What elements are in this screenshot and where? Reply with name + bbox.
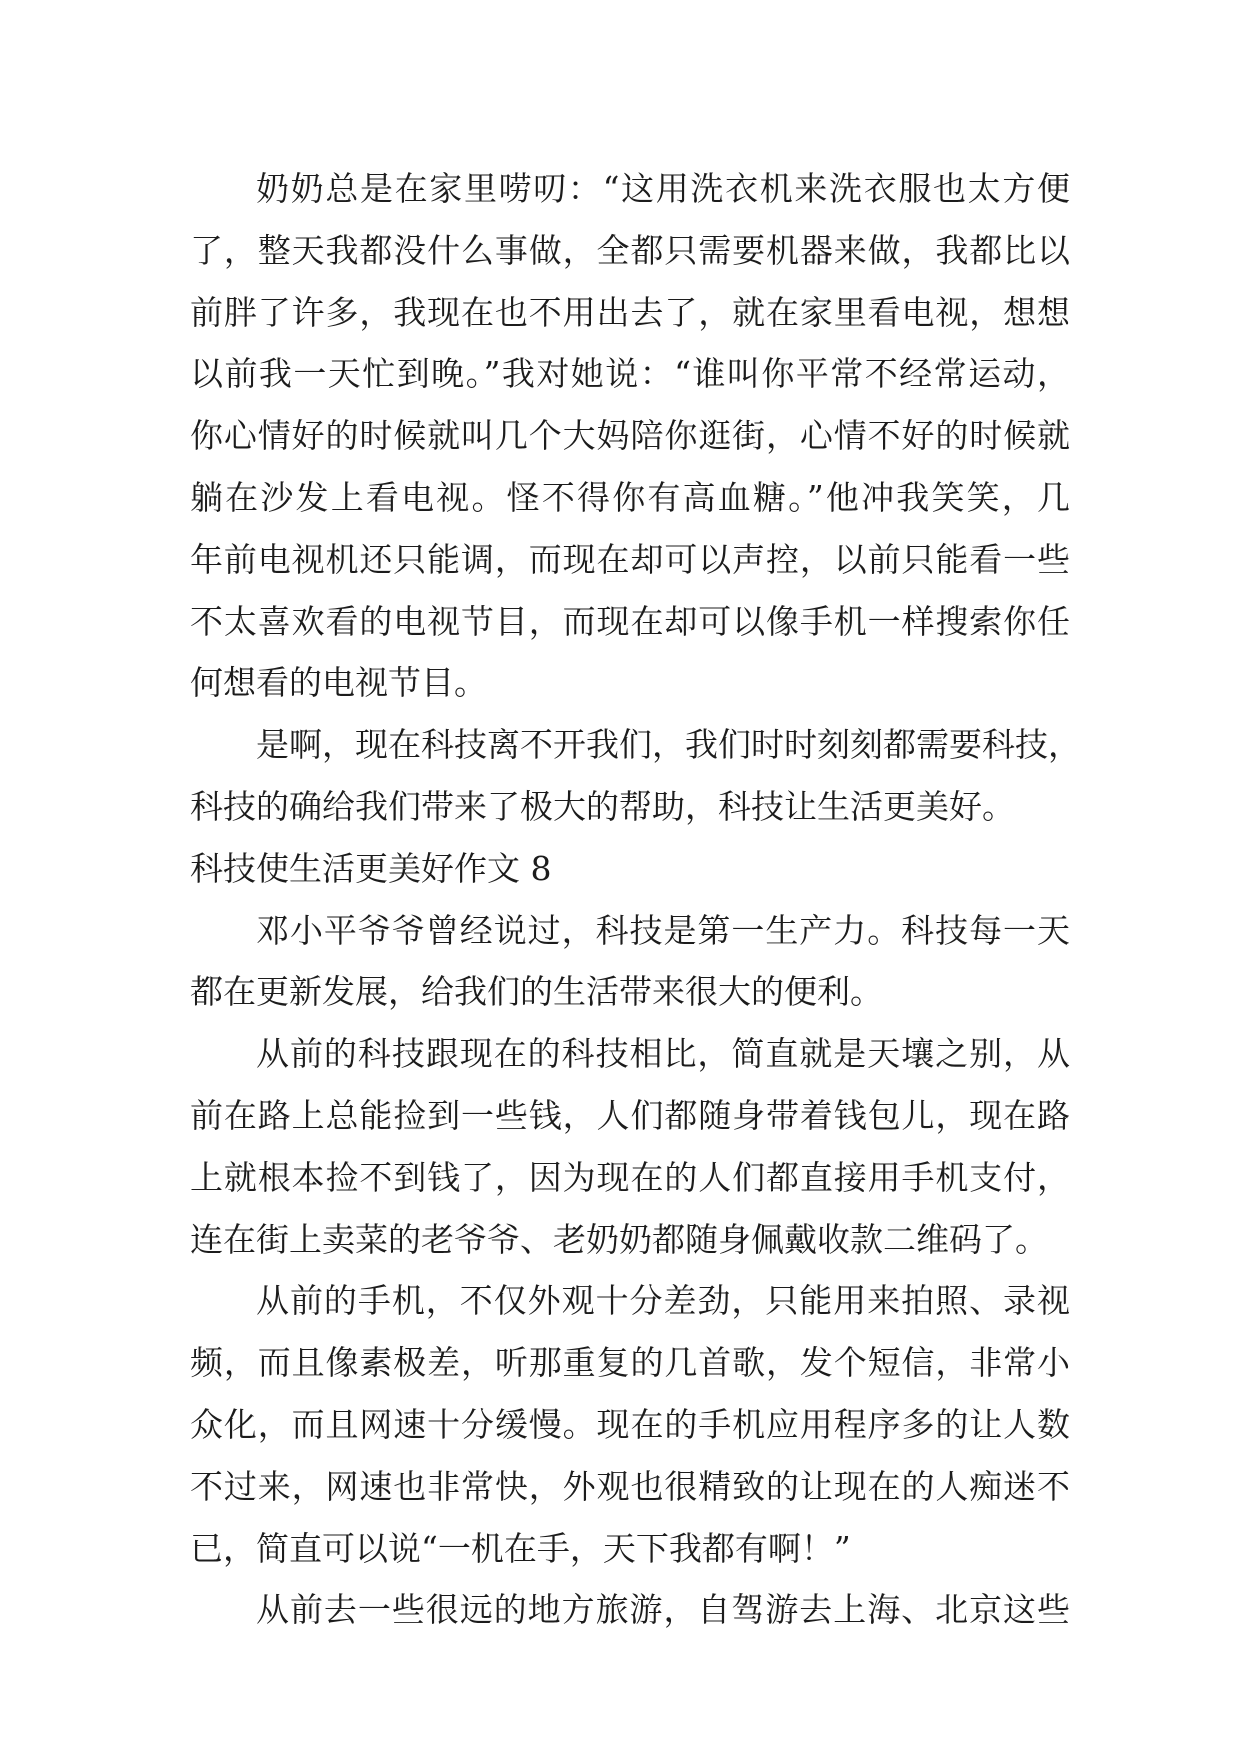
section-heading [190,838,1070,900]
paragraph-line: 不太喜欢看的电视节目，而现在却可以像手机一样搜索你任 [190,601,1070,641]
paragraph-line: 前在路上总能捡到一些钱，人们都随身带着钱包儿，现在路 [190,1095,1070,1135]
paragraph [190,900,1070,1024]
paragraph [190,1579,1070,1641]
paragraph-line: 科技的确给我们带来了极大的帮助，科技让生活更美好。 [190,786,1015,826]
paragraph [190,1023,1070,1270]
paragraph-line: 都在更新发展，给我们的生活带来很大的便利。 [190,972,883,1012]
paragraph-line: 是啊，现在科技离不开我们，我们时时刻刻都需要科技， [256,725,1081,765]
paragraph-line: 何想看的电视节目。 [190,663,487,703]
paragraph-line: 以前我一天忙到晚。”我对她说：“谁叫你平常不经常运动， [190,354,1070,394]
paragraph-line: 了，整天我都没什么事做，全都只需要机器来做，我都比以 [190,230,1070,270]
paragraph-line: 连在街上卖菜的老爷爷、老奶奶都随身佩戴收款二维码了。 [190,1219,1048,1259]
paragraph-line: 从前的手机，不仅外观十分差劲，只能用来拍照、录视 [256,1281,1070,1321]
paragraph-line: 不过来，网速也非常快，外观也很精致的让现在的人痴迷不 [190,1466,1070,1506]
heading-text: 科技使生活更美好作文 8 [190,848,552,888]
paragraph-line: 邓小平爷爷曾经说过，科技是第一生产力。科技每一天 [256,910,1070,950]
paragraph [190,1270,1070,1579]
paragraph-line: 频，而且像素极差，听那重复的几首歌，发个短信，非常小 [190,1343,1070,1383]
paragraph-line: 已，简直可以说“一机在手，天下我都有啊！” [190,1528,851,1568]
paragraph [190,158,1070,714]
document-body [190,158,1081,1641]
paragraph-line: 躺在沙发上看电视。怪不得你有高血糖。”他冲我笑笑，几 [190,477,1070,517]
paragraph-line: 年前电视机还只能调，而现在却可以声控，以前只能看一些 [190,539,1070,579]
paragraph-line: 从前的科技跟现在的科技相比，简直就是天壤之别，从 [256,1034,1070,1074]
paragraph-line: 你心情好的时候就叫几个大妈陪你逛街，心情不好的时候就 [190,416,1070,456]
paragraph-line: 前胖了许多，我现在也不用出去了，就在家里看电视，想想 [190,292,1070,332]
paragraph-line: 上就根本捡不到钱了，因为现在的人们都直接用手机支付， [190,1157,1070,1197]
paragraph-line: 从前去一些很远的地方旅游，自驾游去上海、北京这些 [256,1590,1070,1630]
paragraph-line: 众化，而且网速十分缓慢。现在的手机应用程序多的让人数 [190,1404,1070,1444]
paragraph-line: 奶奶总是在家里唠叨：“这用洗衣机来洗衣服也太方便 [256,169,1070,208]
paragraph [190,714,1081,838]
